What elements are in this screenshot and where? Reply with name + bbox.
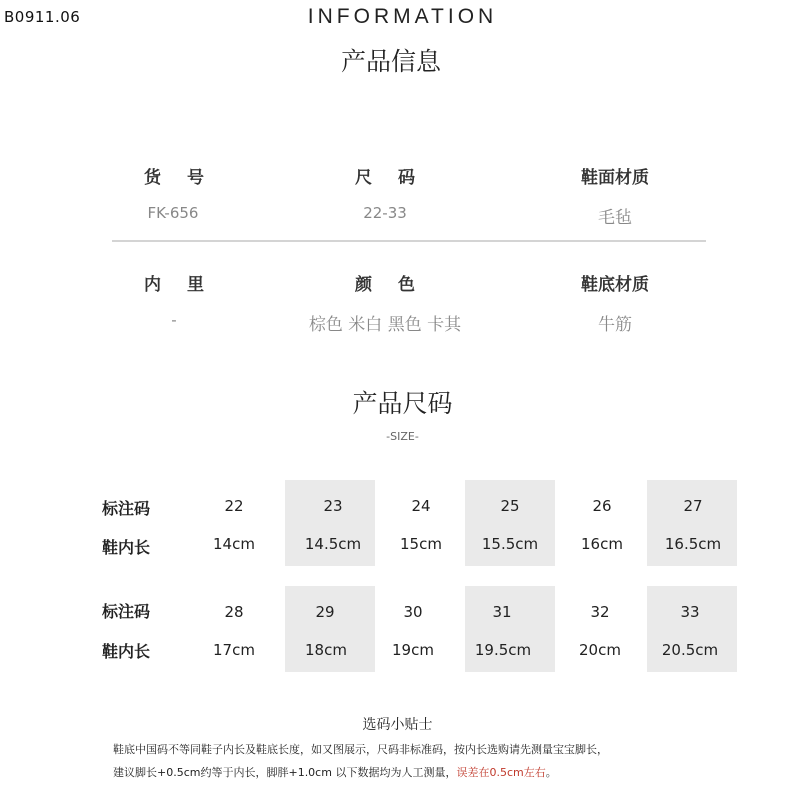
tips-title: 选码小贴士 [362,717,433,733]
info-label-color: 颜色 [355,275,441,295]
size-shade-block [285,586,375,672]
info-value-sole-material: 牛筋 [598,315,632,335]
tips-line-2-end: 。 [545,766,557,779]
info-value-item-no: FK-656 [147,204,199,222]
tips-line-2 [113,764,557,780]
info-value-lining: - [171,311,177,329]
product-code: B0911.06 [4,8,81,26]
size-title: 产品尺码 [352,389,453,418]
table2-size: 30 [403,603,423,621]
table1-length: 15cm [400,535,442,553]
table1-length: 16.5cm [664,535,722,553]
table2-length: 18cm [305,641,347,659]
info-title: INFORMATION [307,5,498,28]
size-shade-block [647,480,737,566]
table1-length-label: 鞋内长 [102,538,151,557]
table1-length: 14cm [213,535,255,553]
info-label-upper-material: 鞋面材质 [581,168,649,188]
table1-length: 14.5cm [304,535,362,553]
table2-length: 20.5cm [661,641,719,659]
info-value-upper-material: 毛毡 [598,208,632,228]
table2-length: 20cm [579,641,621,659]
table2-size: 33 [680,603,700,621]
size-subtitle: -SIZE- [386,430,419,443]
table2-size: 29 [315,603,335,621]
tips-error-note: 误差在0.5cm左右 [456,766,546,779]
info-label-item-no: 货号 [144,168,230,188]
table1-size: 24 [411,497,431,515]
table1-size: 23 [323,497,343,515]
size-shade-block [285,480,375,566]
table2-size: 31 [492,603,512,621]
table1-size: 25 [500,497,520,515]
info-label-lining: 内里 [144,275,230,295]
tips-line-1: 鞋底中国码不等同鞋子内长及鞋底长度，如又图展示，尺码非标准码，按内长选购请先测量宝宝脚长， [113,743,608,756]
table2-size-label: 标注码 [102,602,151,621]
table2-size: 32 [590,603,610,621]
info-divider [112,240,706,242]
table1-size: 26 [592,497,612,515]
table2-length: 19.5cm [474,641,532,659]
table1-size: 27 [683,497,703,515]
table2-length: 19cm [392,641,434,659]
table2-size: 28 [224,603,244,621]
table1-length: 15.5cm [481,535,539,553]
table2-length: 17cm [213,641,255,659]
info-value-color: 棕色 米白 黑色 卡其 [308,315,462,335]
info-value-size: 22-33 [363,204,407,222]
table1-length: 16cm [581,535,623,553]
info-label-size: 尺码 [355,168,441,188]
size-shade-block [465,586,555,672]
info-label-sole-material: 鞋底材质 [581,275,649,295]
table1-size: 22 [224,497,244,515]
size-shade-block [647,586,737,672]
tips-line-2-main: 建议脚长+0.5cm约等于内长，脚胖+1.0cm 以下数据均为人工测量， [113,766,457,779]
size-shade-block [465,480,555,566]
info-subtitle: 产品信息 [340,47,441,76]
table1-size-label: 标注码 [102,499,151,518]
table2-length-label: 鞋内长 [102,642,151,661]
